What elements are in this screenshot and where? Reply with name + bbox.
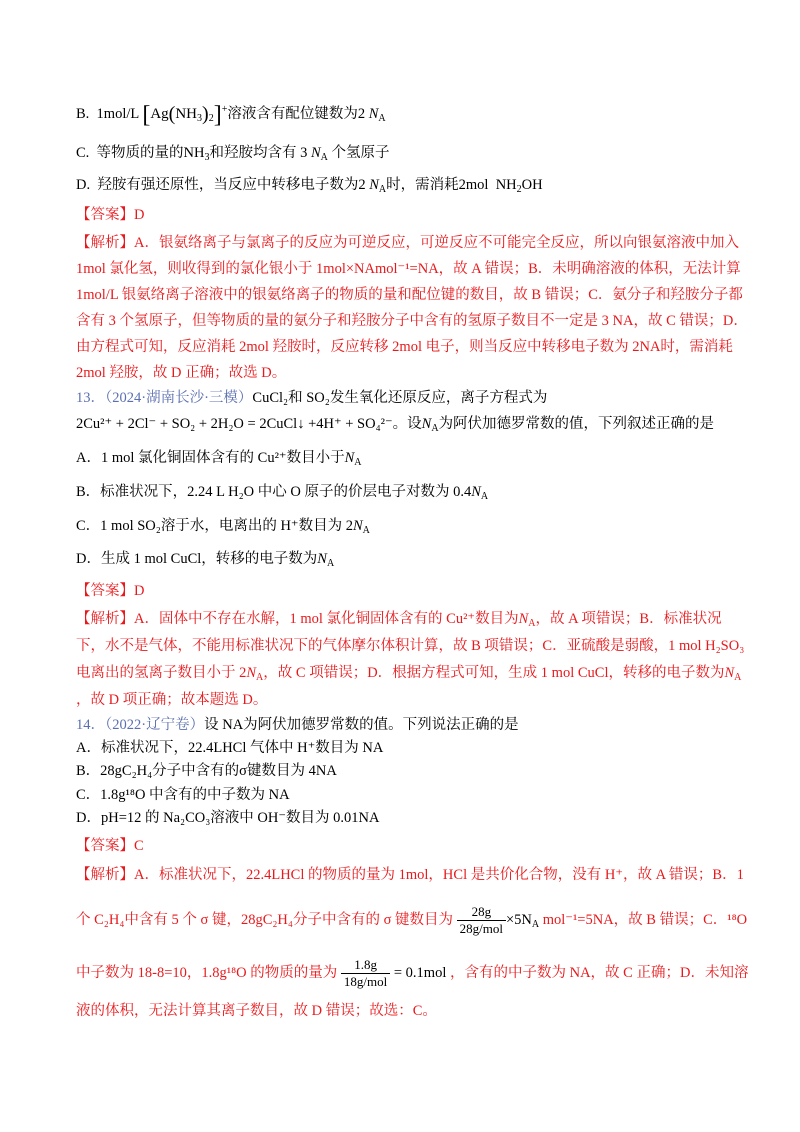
q14-option-c: C．1.8g¹⁸O 中含有的中子数为 NA [76,787,290,803]
q12-option-c: C. 等物质的量的$NH_3$和羟胺均含有 3 $N_A$ 个氢原子 [76,145,390,163]
q13-analysis-line: 【解析】A．固体中不存在水解，1 mol 氯化铜固体含有的 Cu²⁺数目为$N_A$，故 A 项错误；B．标准状况 [76,611,722,629]
q12-option-b: B. 1mol/L $[Ag(NH_3)_2]^+$溶液含有配位键数为2 $N_A$ [76,102,386,128]
question-number: 14． [76,717,105,733]
q13-option-c: C．1 mol SO₂溶于水，电离出的 H⁺数目为 $2N_A$ [76,518,370,536]
ionic-equation: 2Cu²⁺ + 2Cl⁻ + SO₂ + 2H₂O = 2CuCl↓ +4H⁺ + SO₄²⁻ [76,416,393,432]
q12-analysis-line: 含有 3 个氢原子，但等物质的量的氨分子和羟胺分子中含有的氢原子数目不一定是 3 NA，故 C 错误；D． [76,313,748,329]
question-number: 13． [76,390,105,406]
question-source: （2022·辽宁卷） [105,717,205,733]
q12-analysis-line: 由方程式可知，反应消耗 2mol 羟胺时，反应转移 2mol 电子，则当反应中转移电子数为 2NA时，需消耗 [76,339,733,355]
q13-analysis-line: 电离出的氢离子数目小于 $2N_A$，故 C 项错误；D．根据方程式可知，生成 1 mol CuCl，转移的电子数为$N_A$ [76,665,742,683]
q12-analysis-line: 1mol/L 银氨络离子溶液中的银氨络离子的物质的量和配位键的数目，故 B 错误；C．氨分子和羟胺分子都 [76,287,743,303]
option-label: B. [76,106,90,122]
q12-analysis-line: 【解析】A．银氨络离子与氯离子的反应为可逆反应，可逆反应不可能完全反应，所以向银氨溶液中加入 [76,235,739,251]
q14-analysis-line: 液的体积，无法计算其离子数目，故 D 错误；故选：C。 [76,1003,437,1019]
question-source: （2024·湖南长沙·三模） [105,390,253,406]
q14-analysis-line: 中子数为 18-8=10，1.8g¹⁸O 的物质的量为 $\frac{1.8g}{\text{18g/mol}}$ = 0.1mol ，含有的中子数为 NA，故 C 正确；D．未知溶 [76,957,749,989]
q12-analysis-line: 1mol 氯化氢，则收得到的氯化银小于 1mol×NAmol⁻¹=NA，故 A 错误；B．未明确溶液的体积，无法计算 [76,261,741,277]
q13-option-b: B．标准状况下，2.24 L H₂O 中心 O 原子的价层电子对数为 $0.4N_A$ [76,484,489,502]
q13-analysis-line: ，故 D 项正确；故本题选 D。 [76,692,268,708]
q13-stem: 13．（2024·湖南长沙·三模）CuCl₂和 SO₂发生氧化还原反应，离子方程式为 [76,390,548,406]
q13-option-d: D．生成 1 mol CuCl，转移的电子数为$N_A$ [76,551,335,569]
q14-option-b: B．28gC₂H₄分子中含有的σ键数目为 4NA [76,763,337,779]
q13-option-a: A．1 mol 氯化铜固体含有的 Cu²⁺数目小于$N_A$ [76,450,362,468]
q12-option-d: D. 羟胺有强还原性，当反应中转移电子数为2 $N_A$时，需消耗2mol $NH_2OH$ [76,177,543,195]
q14-option-a: A．标准状况下，22.4LHCl 气体中 H⁺数目为 NA [76,740,384,756]
fraction: $\frac{28g}{\text{28g/mol}}$ [457,904,506,937]
silver-ammine-complex: $[Ag(NH_3)_2]^+$ [142,102,228,128]
q14-analysis-line: 【解析】A．标准状况下，22.4LHCl 的物质的量为 1mol，HCl 是共价化合物，没有 H⁺，故 A 错误；B．1 [76,867,744,883]
q12-analysis-line: 2mol 羟胺，故 D 正确；故选 D。 [76,365,287,381]
q14-answer: 【答案】C [76,838,144,854]
q14-option-d: D．pH=12 的 Na₂CO₃溶液中 OH⁻数目为 0.01NA [76,810,380,826]
concentration: 1mol/L [96,106,139,122]
q13-equation-line: 2Cu²⁺ + 2Cl⁻ + SO₂ + 2H₂O = 2CuCl↓ +4H⁺ + SO₄²⁻。设$N_A$为阿伏加德罗常数的值，下列叙述正确的是 [76,416,715,434]
q14-stem: 14．（2022·辽宁卷）设 NA为阿伏加德罗常数的值。下列说法正确的是 [76,717,519,733]
q13-analysis-line: 下，水不是气体，不能用标准状况下的气体摩尔体积计算，故 B 项错误；C．亚硫酸是弱酸，1 mol H₂SO₃ [76,638,745,654]
q12-answer: 【答案】D [76,207,145,223]
fraction: $\frac{1.8g}{\text{18g/mol}}$ [341,957,390,990]
q13-answer: 【答案】D [76,583,145,599]
q14-analysis-line: 个 C₂H₄中含有 5 个 σ 键，28gC₂H₄分子中含有的 σ 键数目为 $\frac{28g}{\text{28g/mol}}$ $\times 5N_A$ mol⁻¹=5NA，故 B 错误；C．¹⁸O [76,904,748,936]
